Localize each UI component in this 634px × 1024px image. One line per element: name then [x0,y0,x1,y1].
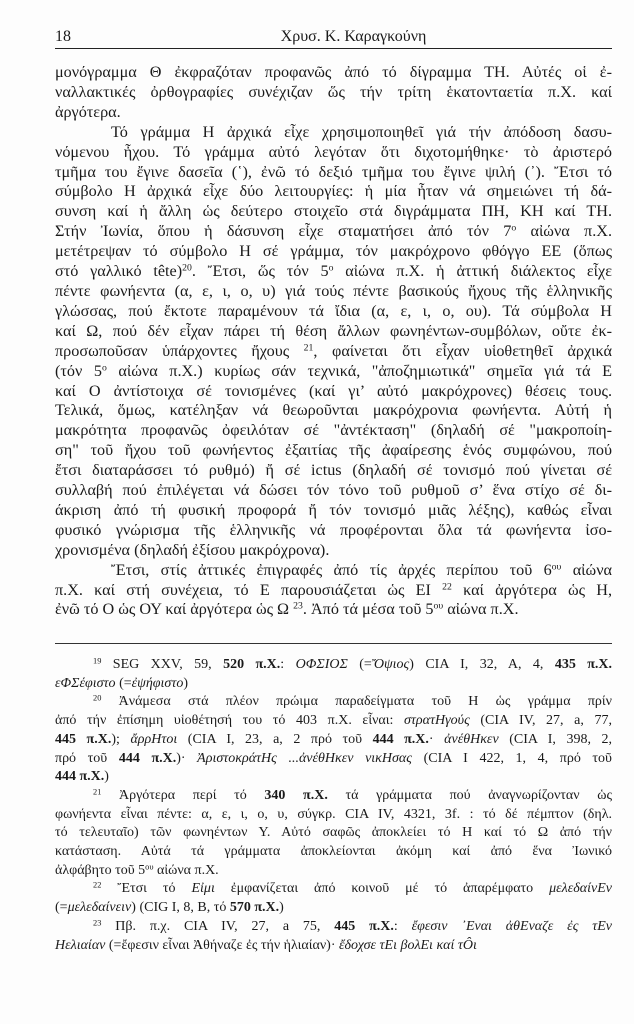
text-line [55,222,612,242]
text-segment: φωνήεντα εἶναι πέντε: α, ε, ι, ο, υ, σύγκρ. CIA IV, 4321, 3f. : τό δέ πέμπτον (δηλ. [55,806,612,822]
text-segment: (= [347,657,372,672]
footnote [55,656,612,693]
text-line [55,656,612,675]
text-segment: στό γαλλικό tête) [55,262,183,281]
text-segment: αἰώνα π.Χ.) κυρίως σάν τεχνικά, "ἀποζημιωτικά" σημεῖα γιά τά Ε [106,361,613,380]
text-segment: ναλλακτικές ὀρθογραφίες συνέχιζαν ὥς τήν τρίτη ἑκατονταετία π.Χ. καί [55,82,612,101]
text-segment: Ἀνάμεσα στά πλέον πρώιμα παραδείγματα τοῦ Η ὡς γράμμα πρίν [101,694,612,710]
text-line [55,282,612,302]
bold-text: 520 π.Χ. [223,657,281,672]
text-line [55,806,612,825]
text-segment: συλλαβή πού ἐπιλέγεται νά δώσει τόν τόνο τοῦ ρυθμοῦ σ’ ἕνα στίχο σέ δι- [55,481,612,500]
text-line [55,600,612,620]
footnote [55,693,612,787]
text-line [55,561,612,581]
text-segment: αἰώνα [561,560,612,579]
page-number: 18 [55,28,71,45]
text-segment: ἀλφάβητο τοῦ 5 [55,862,146,878]
text-segment: )· [176,750,198,766]
running-title: Χρυσ. Κ. Καραγκούνη [280,28,427,45]
text-line [55,880,612,899]
text-line [55,342,612,362]
running-header [55,26,612,49]
text-segment: πρό τοῦ [55,750,119,766]
main-text [55,63,612,620]
text-segment: καί Ο ἀντίστοιχα σέ τονισμένες (καί γι’ αὐτό μακρόχρονες) θέσεις τους. [55,381,612,400]
text-segment: , φαίνεται ὅτι εἶχαν υἱοθετηθεῖ ἀρχικά [313,341,613,360]
text-segment: ) (CIG I, 8, B, τό [131,900,230,916]
paragraph [55,63,612,123]
text-line [55,401,612,421]
text-line [55,918,612,937]
text-line [55,123,612,143]
text-line [55,421,612,441]
superscript-reference: 19 [93,656,102,666]
italic-text: ἔφεσιν ᾿Εναι ἀθΕναζε ἐς τΕν [411,918,613,934]
text-line [55,899,612,918]
text-segment: τμῆμα του ἔγινε δασεῖα (῾), ἐνῶ τό δεξιό τμῆμα του ἔγινε ψιλή (᾿). Ἔτσι τό [55,162,612,181]
text-line [55,103,612,123]
text-segment: (CIA I, 398, 2, [498,731,613,747]
text-segment: (= [55,900,68,916]
text-line [55,501,612,521]
text-line [55,750,612,769]
text-segment: Στήν Ἰωνία, ὅπου ἡ δάσυνση εἶχε σταματήσει ἀπό τόν 7 [55,222,512,241]
superscript-reference: 21 [93,787,102,797]
italic-text: μελεδαίνειν [67,900,132,916]
footnote [55,787,612,881]
superscript-reference: ου [145,862,154,872]
text-line [55,362,612,382]
text-segment: Ἀργότερα περί τό [101,787,265,803]
italic-text: Εἰμι [191,881,215,897]
text-segment: (CIA I 422, 1, 4, πρό τοῦ [411,750,612,766]
text-segment: ) [183,675,189,691]
text-segment: αἰώνα π.Χ. [443,600,519,619]
text-segment: : [393,918,412,934]
text-segment: πέντε φωνήεντα (α, ε, ι, ο, υ) γιά τούς πέντε βασικούς ἤχους τῆς ἑλληνικῆς [55,281,612,300]
footnotes [55,656,612,955]
text-segment: ἐνῶ τό Ο ὡς ΟΥ καί ἀργότερα ὡς Ω [55,600,294,619]
text-line [55,322,612,342]
italic-text: εΦΣέφιστο [55,675,116,691]
bold-text: 340 π.Χ. [264,787,328,803]
superscript-reference: 20 [182,262,192,274]
footnote [55,918,612,955]
text-segment: μονόγραμμα Θ ἐκφραζόταν προφανῶς ἀπό τό δίγραμμα ΤΗ. Αὐτές οἱ ἐ- [55,63,612,81]
text-line [55,675,612,694]
text-segment: αἰώνα π.Χ. [516,222,612,241]
text-segment: νόμενου ἦχου. Τό γράμμα αὐτό λεγόταν ὅτι διχοτομήθηκε· τὸ ἀριστερό [55,142,612,161]
text-segment: φυσικό γνώρισμα τῆς ἑλληνικῆς νά προφέρονται ὅλα τά φωνήεντα ἰσο- [55,520,612,539]
text-segment: άκριση ἀπό τή φυσική προφορά ἤ τόν τονισμό μιᾶς λέξης), καθώς εἶναι [55,500,612,519]
italic-text: ἐψήφιστο [131,675,184,691]
text-line [55,143,612,163]
text-segment: ) CIA I, 32, A, 4, [409,657,555,672]
text-segment: Πβ. π.χ. CIA IV, 27, a 75, [101,918,335,934]
text-segment: προσωποῦσαν ὑπάρχοντες ἤχους [55,341,304,360]
italic-text: ἄρρΗτοι [130,731,178,747]
text-line [55,242,612,262]
superscript-reference: ο [511,222,517,234]
text-line [55,461,612,481]
bold-text: 570 π.Χ. [229,900,280,916]
text-line [55,382,612,402]
text-line [55,843,612,862]
bold-text: 445 π.Χ. [55,731,112,747]
italic-text: ἔδοχσε τΕι βολΕι καί τÔι [338,937,477,953]
text-segment: μακρότητα προφανῶς ὀφειλόταν σέ "ἀντέκταση" (δηλαδή σέ "μακροποίη- [55,421,612,440]
superscript-reference: ο [328,262,334,274]
text-segment: κατάσταση. Αὐτά τά γράμματα ἀποκλείονται ἀκόμη καί ἀπό ἕνα Ἰωνικό [55,844,612,860]
superscript-reference: 21 [303,342,314,354]
text-segment: . Ἀπό τά μέσα τοῦ 5 [302,600,434,619]
bold-text: 444 π.Χ. [55,769,105,785]
italic-text: Ηελιαίαν [55,937,106,953]
superscript-reference: ου [433,601,444,613]
text-segment: : [280,657,296,672]
text-line [55,163,612,183]
bold-text: 444 π.Χ. [372,731,429,747]
superscript-reference: 23 [293,601,303,613]
text-segment: SEG XXV, 59, [101,657,224,672]
superscript-reference: ο [101,362,107,374]
text-segment: π.Χ. καί στή συνέχεια, τό Ε παρουσιάζεται ὡς ΕΙ [55,580,443,599]
italic-text: Ὄψιος [371,657,410,672]
text-line [55,862,612,881]
text-segment: (= [115,675,132,691]
italic-text: ἀνέθΗκεν [444,731,499,747]
text-line [55,83,612,103]
text-segment: μετέτρεψαν τό σύμβολο Η σέ γράμμα, τόν μακρόχρονο φθόγγο ΕΕ (ὅπως [55,242,612,261]
superscript-reference: ου [551,561,562,573]
text-segment: σύμβολο Η ἀρχικά εἶχε δύο λειτουργίες: ἡ μία ἦταν νά σημειώνει τή δά- [55,182,612,201]
text-segment: Ἔτσι, στίς ἀττικές ἐπιγραφές ἀπό τίς ἀρχές περίπου τοῦ 6 [111,560,552,579]
text-segment: ἀργότερα. [55,102,121,121]
text-segment: (=ἔφεσιν εἶναι Ἀθήναζε ἐς τήν ἡλιαίαν)· [105,937,339,953]
text-segment: συνση καί ἡ ἄλλη ὡς δεύτερο στοιχεῖο στά διγράμματα ΠΗ, ΚΗ καί ΤΗ. [55,202,612,221]
text-segment: . Ἔτσι, ὥς τόν 5 [191,262,329,281]
superscript-reference: 22 [93,880,102,890]
text-line [55,824,612,843]
text-segment: αἰώνα π.Χ. [153,862,219,878]
text-segment: ση" τοῦ ἤχου τοῦ φωνήεντος ἐξαιτίας τῆς ἀφαίρεσης ἑνός συμφώνου, πού [55,441,612,460]
text-segment: τά γράμματα πού ἀναγνωρίζονταν ὡς [327,787,613,803]
text-line [55,731,612,750]
text-segment: (τόν 5 [55,361,102,380]
text-segment: Τελικά, ὅμως, κατέληξαν νά θεωροῦνται μακρόχρονια φωνήεντα. Αὐτή ἡ [55,401,612,420]
text-segment: χρονισμένα (δηλαδή ἐξίσου μακρόχρονα). [55,540,330,559]
paragraph [55,123,612,561]
text-segment: ); [111,731,131,747]
superscript-reference: 22 [442,581,452,593]
text-line [55,581,612,601]
text-segment: ἔτσι διαταράσσει τό ρυθμό) ἤ σέ ictus (δηλαδή σέ τονισμό πού γίνεται σέ [55,461,612,480]
text-segment: αἰώνα π.Χ. ἡ ἀττική διάλεκτος εἶχε [333,262,612,281]
text-line [55,441,612,461]
text-line [55,63,612,83]
text-segment: ) [104,769,109,785]
text-line [55,481,612,501]
text-line [55,302,612,322]
text-segment: Ἔτσι τό [101,881,192,897]
text-segment: ) [279,900,284,916]
bold-text: 444 π.Χ. [118,750,177,766]
superscript-reference: 23 [93,918,102,928]
text-segment: τό τελευταῖο) τῶν φωνηέντων Υ. Αὐτό σαφῶς ἀποκλείει τό Η καί τό Ω ἀπό τήν [55,825,612,841]
text-line [55,182,612,202]
text-line [55,693,612,712]
text-segment: καί Ω, πού δέν εἶχαν πάρει τή θέση ἄλλων φωνηέντων-συμβόλων, οὔτε ἐκ- [55,321,612,340]
superscript-reference: 20 [93,693,102,703]
text-line [55,937,612,956]
text-segment: · [428,731,445,747]
text-line [55,202,612,222]
bold-text: 435 π.Χ. [554,657,613,672]
footnote-separator [55,643,612,644]
text-segment: (CIA IV, 27, a, 77, [469,713,612,729]
text-segment: Τό γράμμα Η ἀρχικά εἶχε χρησιμοποιηθεῖ γιά τήν ἀπόδοση δασυ- [111,122,612,141]
text-line [55,541,612,561]
italic-text: στρατΗγούς [404,713,470,729]
italic-text: μελεδαίνΕν [549,881,612,897]
paragraph [55,561,612,621]
text-segment: ἀπό τήν ἐπίσημη υἱοθέτησή του τό 403 π.Χ. εἶναι: [55,713,405,729]
footnote [55,880,612,917]
text-segment: γλώσσας, πού ἔκτοτε παραμένουν τά ἴδια (α, ε, ι, ο, ου). Τά σύμβολα Η [55,301,612,320]
text-line [55,262,612,282]
italic-text: ἈριστοκράτΗς ...ἀνέθΗκεν νικΗσας [197,750,412,766]
text-line [55,712,612,731]
text-segment: καί ἀργότερα ὡς Η, [451,580,612,599]
bold-text: 445 π.Χ. [334,918,394,934]
text-line [55,768,612,787]
italic-text: ΟΦΣΙΟΣ [295,657,348,672]
text-segment: ἐμφανίζεται ἀπό κοινοῦ μέ τό ἀπαρέμφατο [214,881,550,897]
text-line [55,787,612,806]
text-line [55,521,612,541]
text-segment: (CIA I, 23, a, 2 πρό τοῦ [177,731,373,747]
